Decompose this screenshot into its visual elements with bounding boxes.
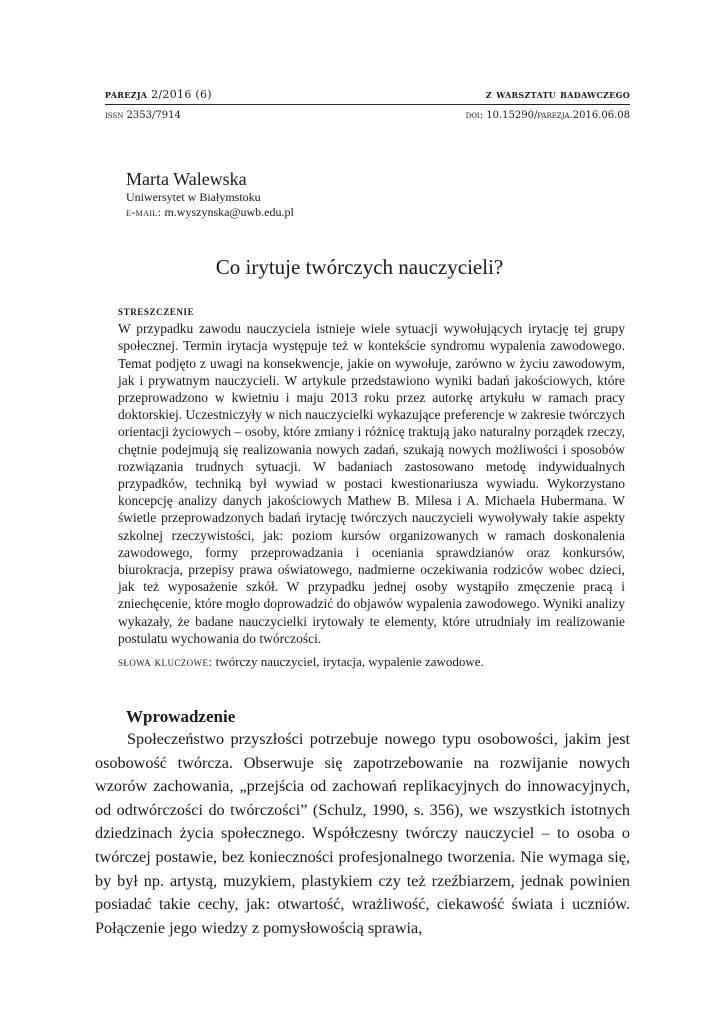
- section-heading: Wprowadzenie: [126, 707, 236, 726]
- keywords: twórczy nauczyciel, irytacja, wypalenie zawodowe.: [215, 654, 484, 670]
- keywords-line: [118, 653, 625, 670]
- doi: doi: 10.15290/parezja.2016.06.08: [465, 110, 630, 121]
- abstract-heading: streszczenie: [118, 304, 195, 318]
- article-title: Co irytuje twórczych nauczycieli?: [215, 255, 504, 279]
- keywords-label: słowa kluczowe:: [118, 654, 213, 670]
- abstract: [118, 303, 625, 670]
- intro-paragraph: Społeczeństwo przyszłości potrzebuje nowego typu osobowości, jakim jest osobowość twórcza. Obserwuje się zapotrzebowanie na rozwijanie nowych wzorów zachowania, „przejścia od zachowań replikacyjnych do innowacyjnych, od odtwórczości do twórczości” (Schulz, 1990, s. 356), we wszystkich istotnych dziedzinach życia społecznego. Współczesny twórczy nauczyciel – to osoba o twórczej postawie, bez konieczności profesjonalnego tworzenia. Nie wymaga się, by był np. artystą, muzykiem, plastykiem czy też rzeźbiarzem, jednak powinien posiadać takie cechy, jak: otwartość, wrażliwość, ciekawość świata i uczniów. Połączenie jego wiedzy z pomysłowością sprawia,: [95, 730, 630, 937]
- email-label: e-mail:: [126, 205, 162, 219]
- journal-issue: [105, 88, 212, 101]
- header-rule: [105, 104, 630, 105]
- abstract-text: W przypadku zawodu nauczyciela istnieje wiele sytuacji wywołujących irytację tej grupy społecznej. Termin irytacja występuje też w kontekście syndromu wypalenia zawodowego. Temat podjęto z uwagi na konsekwencje, jakie on wywołuje, zarówno w życiu zawodowym, jak i prywatnym nauczycieli. W artykule przedstawiono wyniki badań jakościowych, które przeprowadzono w kwietniu i maju 2013 roku przez autorkę artykułu w ramach pracy doktorskiej. Uczestniczyły w nich nauczycielki wykazujące preferencje w zakresie twórczych orientacji życiowych – osoby, które zmiany i różnicę traktują jako naturalny porządek rzeczy, chętnie podejmują się realizowania nowych zadań, szukają nowych możliwości i sposobów rozwiązania trudnych sytuacji. W badaniach zastosowano metodę indywidualnych przypadków, techniką był wywiad w postaci kwestionariusza wywiadu. Wykorzystano koncepcję analizy danych jakościowych Mathew B. Milesa i A. Michaela Hubermana. W świetle przeprowadzonych badań irytację twórczych nauczycieli wywoływały takie aspekty szkolnej rzeczywistości, jak: poziom kursów organizowanych w ramach doskonalenia zawodowego, formy przeprowadzania i oceniania sprawdzianów oraz konkursów, biurokracja, przepisy prawa oświatowego, nadmierne oczekiwania rodziców wobec dzieci, jak też wyposażenie szkół. W przypadku jednej osoby wystąpiło zmęczenie pracą i zniechęcenie, które mogło doprowadzić do objawów wypalenia zawodowego. Wyniki analizy wykazały, że badane nauczycielki irytowały te elementy, które utrudniały im realizowanie postulatu wychowania do twórczości.: [118, 321, 625, 646]
- running-header: [105, 88, 630, 101]
- identifier-line: [105, 110, 630, 121]
- intro-section: [95, 728, 630, 940]
- issue-number: 2/2016 (6): [151, 88, 212, 101]
- issn: issn 2353/7914: [105, 110, 181, 121]
- author-affiliation: Uniwersytet w Białymstoku: [126, 190, 261, 204]
- author-block: [126, 168, 294, 220]
- author-email-line: [126, 205, 294, 220]
- author-name: Marta Walewska: [126, 169, 247, 189]
- section-name: z warsztatu badawczego: [485, 88, 630, 101]
- journal-name: parezja: [105, 88, 148, 101]
- email-address[interactable]: m.wyszynska@uwb.edu.pl: [164, 205, 294, 219]
